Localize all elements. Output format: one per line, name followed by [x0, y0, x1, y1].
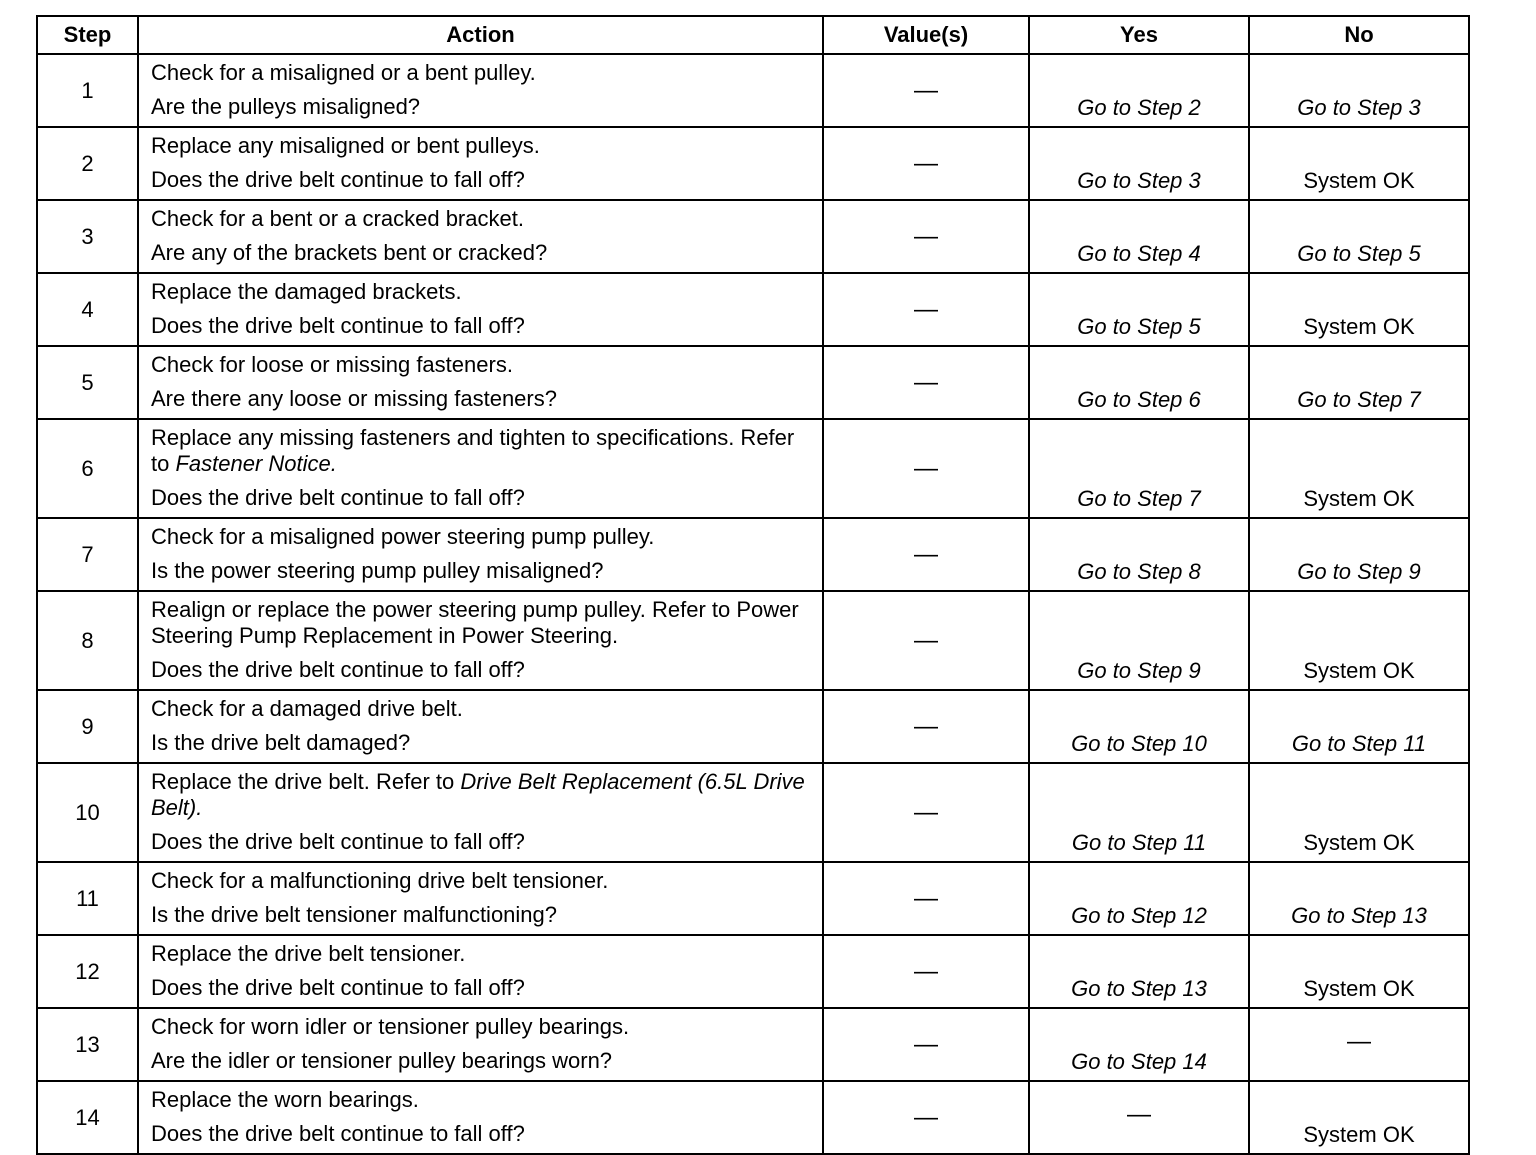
reference-link: Fastener Notice. [175, 451, 337, 476]
header-step: Step [37, 16, 138, 54]
header-yes: Yes [1029, 16, 1249, 54]
no-cell: Go to Step 7 [1249, 346, 1469, 419]
value-cell: — [823, 518, 1029, 591]
yes-cell: Go to Step 11 [1029, 763, 1249, 862]
value-cell: — [823, 591, 1029, 690]
yes-cell: Go to Step 3 [1029, 127, 1249, 200]
table-row [37, 935, 1469, 1008]
yes-cell: Go to Step 12 [1029, 862, 1249, 935]
table-row [37, 419, 1469, 518]
step-number: 12 [37, 935, 138, 1008]
value-cell: — [823, 1081, 1029, 1154]
action-cell [138, 690, 823, 763]
no-cell: System OK [1249, 127, 1469, 200]
action-cell [138, 862, 823, 935]
yes-cell: Go to Step 4 [1029, 200, 1249, 273]
step-number: 3 [37, 200, 138, 273]
action-cell [138, 127, 823, 200]
action-check: Check for a misaligned or a bent pulley. [151, 60, 536, 85]
step-number: 7 [37, 518, 138, 591]
action-text: Replace the drive belt. Refer to [151, 769, 461, 794]
action-question: Are the idler or tensioner pulley bearings worn? [151, 1048, 613, 1073]
table-row [37, 1008, 1469, 1081]
action-check: Replace the worn bearings. [151, 1087, 419, 1112]
action-question: Are the pulleys misaligned? [151, 94, 421, 119]
table-row [37, 346, 1469, 419]
no-cell: System OK [1249, 935, 1469, 1008]
value-cell: — [823, 935, 1029, 1008]
step-number: 11 [37, 862, 138, 935]
yes-cell: Go to Step 10 [1029, 690, 1249, 763]
step-number: 1 [37, 54, 138, 127]
action-question: Is the power steering pump pulley misaligned? [151, 558, 604, 583]
value-cell: — [823, 419, 1029, 518]
action-cell [138, 935, 823, 1008]
no-cell: System OK [1249, 591, 1469, 690]
action-question: Does the drive belt continue to fall off? [151, 975, 525, 1000]
action-check: Check for a misaligned power steering pump pulley. [151, 524, 655, 549]
header-no: No [1249, 16, 1469, 54]
table-row [37, 127, 1469, 200]
header-values: Value(s) [823, 16, 1029, 54]
action-cell [138, 518, 823, 591]
step-number: 5 [37, 346, 138, 419]
value-cell: — [823, 690, 1029, 763]
action-text: Replace any missing fasteners and tighten to specifications. Refer to [151, 425, 795, 476]
action-question: Are there any loose or missing fasteners? [151, 386, 557, 411]
step-number: 8 [37, 591, 138, 690]
yes-cell: Go to Step 9 [1029, 591, 1249, 690]
action-cell [138, 1008, 823, 1081]
action-check: Check for a malfunctioning drive belt tensioner. [151, 868, 609, 893]
table-row [37, 763, 1469, 862]
table-row [37, 690, 1469, 763]
action-check [151, 425, 816, 477]
header-row [37, 16, 1469, 54]
no-cell: Go to Step 11 [1249, 690, 1469, 763]
step-number: 13 [37, 1008, 138, 1081]
value-cell: — [823, 346, 1029, 419]
header-action: Action [138, 16, 823, 54]
yes-cell: — [1029, 1081, 1249, 1154]
yes-cell: Go to Step 6 [1029, 346, 1249, 419]
value-cell: — [823, 273, 1029, 346]
action-check: Check for worn idler or tensioner pulley bearings. [151, 1014, 630, 1039]
value-cell: — [823, 763, 1029, 862]
step-number: 10 [37, 763, 138, 862]
yes-cell: Go to Step 14 [1029, 1008, 1249, 1081]
value-cell: — [823, 862, 1029, 935]
action-cell [138, 200, 823, 273]
yes-cell: Go to Step 8 [1029, 518, 1249, 591]
no-cell: Go to Step 9 [1249, 518, 1469, 591]
no-cell: System OK [1249, 1081, 1469, 1154]
no-cell: Go to Step 3 [1249, 54, 1469, 127]
action-question: Does the drive belt continue to fall off? [151, 167, 525, 192]
value-cell: — [823, 54, 1029, 127]
action-check: Replace the drive belt tensioner. [151, 941, 466, 966]
yes-cell: Go to Step 7 [1029, 419, 1249, 518]
action-question: Is the drive belt damaged? [151, 730, 411, 755]
action-check [151, 769, 816, 821]
no-cell: System OK [1249, 273, 1469, 346]
action-cell [138, 591, 823, 690]
value-cell: — [823, 127, 1029, 200]
no-cell: System OK [1249, 763, 1469, 862]
table-row [37, 54, 1469, 127]
step-number: 6 [37, 419, 138, 518]
step-number: 9 [37, 690, 138, 763]
action-cell [138, 346, 823, 419]
yes-cell: Go to Step 5 [1029, 273, 1249, 346]
action-question: Does the drive belt continue to fall off? [151, 657, 525, 682]
yes-cell: Go to Step 2 [1029, 54, 1249, 127]
value-cell: — [823, 200, 1029, 273]
no-cell: Go to Step 5 [1249, 200, 1469, 273]
no-cell: System OK [1249, 419, 1469, 518]
table-row [37, 200, 1469, 273]
action-check: Realign or replace the power steering pump pulley. Refer to Power Steering Pump Replacement in Power Steering. [151, 597, 799, 648]
table-row [37, 591, 1469, 690]
action-cell [138, 419, 823, 518]
action-check: Replace the damaged brackets. [151, 279, 462, 304]
table-row [37, 518, 1469, 591]
action-check: Check for loose or missing fasteners. [151, 352, 513, 377]
action-cell [138, 1081, 823, 1154]
table-row [37, 273, 1469, 346]
action-cell [138, 763, 823, 862]
action-cell [138, 273, 823, 346]
action-cell [138, 54, 823, 127]
no-cell: Go to Step 13 [1249, 862, 1469, 935]
no-cell: — [1249, 1008, 1469, 1081]
table-row [37, 862, 1469, 935]
action-check: Check for a bent or a cracked bracket. [151, 206, 524, 231]
diagnostic-table [36, 15, 1470, 1155]
step-number: 14 [37, 1081, 138, 1154]
action-question: Does the drive belt continue to fall off? [151, 313, 525, 338]
reference-link: Drive Belt Replacement (6.5L Drive Belt). [151, 769, 805, 820]
action-question: Does the drive belt continue to fall off? [151, 1121, 525, 1146]
step-number: 4 [37, 273, 138, 346]
table-row [37, 1081, 1469, 1154]
yes-cell: Go to Step 13 [1029, 935, 1249, 1008]
step-number: 2 [37, 127, 138, 200]
action-check: Check for a damaged drive belt. [151, 696, 463, 721]
action-question: Does the drive belt continue to fall off? [151, 829, 525, 854]
action-question: Are any of the brackets bent or cracked? [151, 240, 548, 265]
action-check: Replace any misaligned or bent pulleys. [151, 133, 540, 158]
action-question: Does the drive belt continue to fall off? [151, 485, 525, 510]
value-cell: — [823, 1008, 1029, 1081]
action-question: Is the drive belt tensioner malfunctioning? [151, 902, 558, 927]
